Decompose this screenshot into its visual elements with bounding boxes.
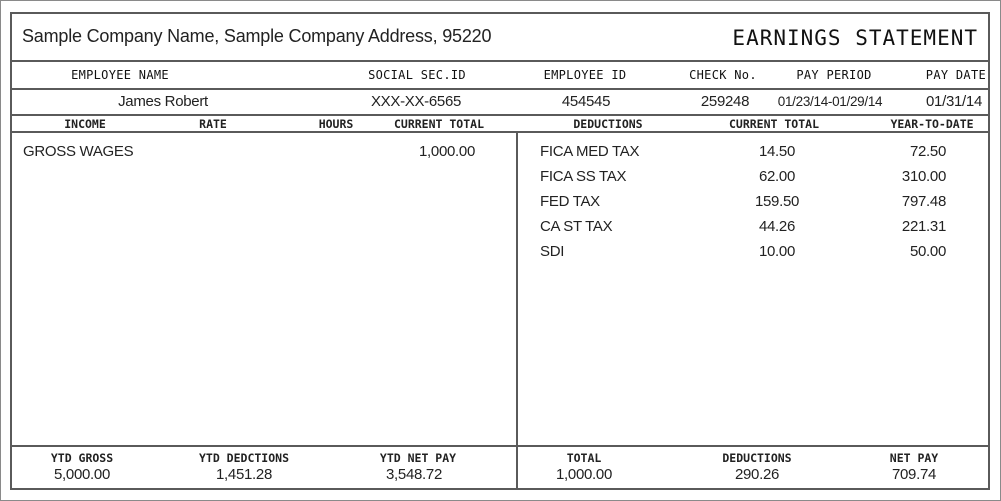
social-sec-id-label: SOCIAL SEC.ID xyxy=(368,68,466,82)
hours-column-header: HOURS xyxy=(318,117,354,131)
divider xyxy=(12,445,988,447)
deduction-ytd: 50.00 xyxy=(909,243,946,260)
ytd-deductions-label: YTD DEDCTIONS xyxy=(198,451,290,465)
deduction-name: CA ST TAX xyxy=(540,218,613,235)
deductions-current-total-header: CURRENT TOTAL xyxy=(728,117,820,131)
deduction-name: FED TAX xyxy=(540,193,600,210)
social-sec-id-value: XXX-XX-6565 xyxy=(370,93,462,110)
deduction-current: 159.50 xyxy=(754,193,800,210)
total-label: TOTAL xyxy=(566,451,602,465)
year-to-date-header: YEAR-TO-DATE xyxy=(890,117,974,131)
pay-period-label: PAY PERIOD xyxy=(796,68,872,82)
total-value: 1,000.00 xyxy=(556,466,612,483)
deduction-name: FICA MED TAX xyxy=(540,143,640,160)
deductions-total-label: DEDUCTIONS xyxy=(722,451,792,465)
divider xyxy=(12,60,988,62)
divider xyxy=(12,131,988,133)
deduction-current: 10.00 xyxy=(758,243,796,260)
deduction-current: 44.26 xyxy=(758,218,796,235)
ytd-gross-label: YTD GROSS xyxy=(50,451,114,465)
current-total-column-header: CURRENT TOTAL xyxy=(393,117,485,131)
income-current-total: 1,000.00 xyxy=(419,143,475,160)
divider xyxy=(12,88,988,90)
employee-name-value: James Robert xyxy=(118,93,208,110)
net-pay-label: NET PAY xyxy=(889,451,939,465)
deduction-ytd: 310.00 xyxy=(901,168,946,185)
deduction-current: 62.00 xyxy=(758,168,796,185)
ytd-gross-value: 5,000.00 xyxy=(54,466,110,483)
income-column-header: INCOME xyxy=(64,117,106,131)
ytd-net-pay-label: YTD NET PAY xyxy=(379,451,457,465)
employee-id-value: 454545 xyxy=(561,93,611,110)
pay-date-value: 01/31/14 xyxy=(926,93,982,110)
employee-id-label: EMPLOYEE ID xyxy=(543,68,627,82)
earnings-statement xyxy=(10,12,990,490)
statement-title: EARNINGS STATEMENT xyxy=(732,26,978,50)
divider xyxy=(12,114,988,116)
ytd-net-pay-value: 3,548.72 xyxy=(386,466,442,483)
check-no-value: 259248 xyxy=(700,93,750,110)
deductions-column-header: DEDUCTIONS xyxy=(573,117,643,131)
column-divider xyxy=(516,131,518,488)
deduction-ytd: 221.31 xyxy=(901,218,946,235)
deduction-current: 14.50 xyxy=(758,143,796,160)
deduction-name: SDI xyxy=(540,243,565,260)
deduction-name: FICA SS TAX xyxy=(540,168,627,185)
pay-date-label: PAY DATE xyxy=(925,68,986,82)
income-name: GROSS WAGES xyxy=(23,143,134,160)
ytd-deductions-value: 1,451.28 xyxy=(216,466,272,483)
check-no-label: CHECK No. xyxy=(689,68,757,82)
deductions-total-value: 290.26 xyxy=(734,466,780,483)
company-info: Sample Company Name, Sample Company Address, 95220 xyxy=(22,26,492,46)
deduction-ytd: 797.48 xyxy=(901,193,946,210)
net-pay-value: 709.74 xyxy=(891,466,937,483)
rate-column-header: RATE xyxy=(199,117,227,131)
pay-period-value: 01/23/14-01/29/14 xyxy=(777,94,883,109)
employee-name-label: EMPLOYEE NAME xyxy=(71,68,169,82)
deduction-ytd: 72.50 xyxy=(909,143,946,160)
